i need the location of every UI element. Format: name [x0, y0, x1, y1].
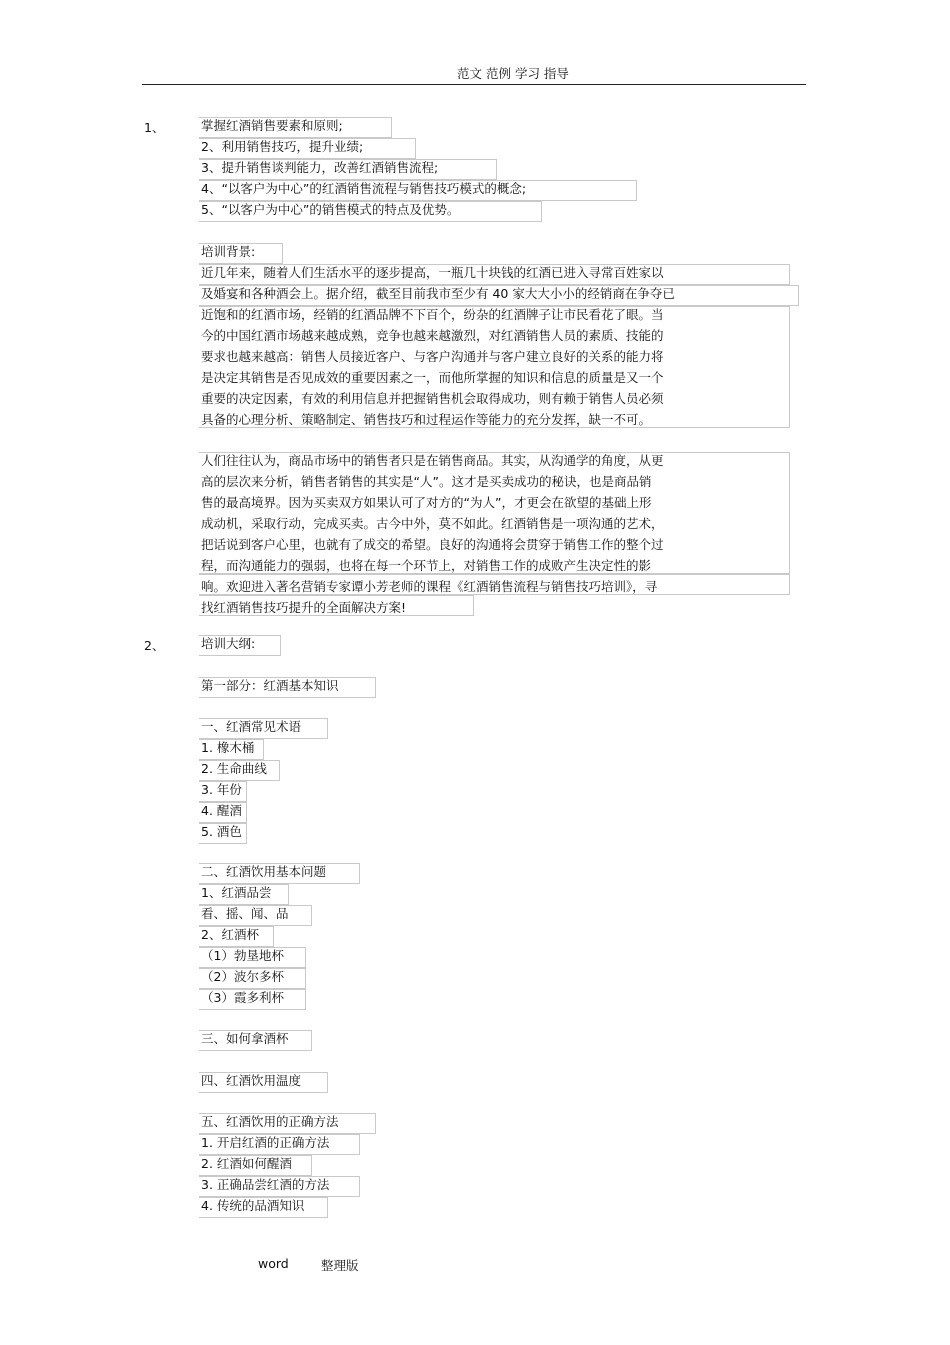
text-frame	[199, 677, 376, 698]
goal-item: 掌握红酒销售要素和原则;	[201, 118, 343, 133]
text-frame	[199, 1134, 360, 1155]
text-frame	[199, 285, 799, 306]
text-frame	[199, 1197, 328, 1218]
text-frame	[199, 1155, 312, 1176]
paragraph-line: 程，而沟通能力的强弱，也将在每一个环节上，对销售工作的成败产生决定性的影	[201, 558, 652, 573]
background-title: 培训背景:	[201, 244, 256, 259]
text-frame	[199, 595, 474, 616]
list-item: （3）霞多利杯	[201, 990, 284, 1005]
text-frame	[199, 863, 360, 884]
list-item: 2. 生命曲线	[201, 761, 267, 776]
chapter2-title: 二、红酒饮用基本问题	[201, 864, 327, 879]
text-frame	[199, 1072, 328, 1093]
paragraph-line: 近饱和的红酒市场，经销的红酒品牌不下百个，纷杂的红酒牌子让市民看花了眼。当	[201, 307, 664, 322]
page-header-title: 范文 范例 学习 指导	[457, 66, 569, 81]
paragraph-line: 要求也越来越高：销售人员接近客户、与客户沟通并与客户建立良好的关系的能力将	[201, 349, 664, 364]
list-item: 4. 传统的品酒知识	[201, 1198, 305, 1213]
text-frame	[199, 1176, 360, 1197]
text-frame	[199, 884, 289, 905]
text-frame	[199, 926, 274, 947]
paragraph-line: 把话说到客户心里，也就有了成交的希望。良好的沟通将会贯穿于销售工作的整个过	[201, 537, 664, 552]
list-item: 看、摇、闻、品	[201, 906, 289, 921]
text-frame	[199, 1030, 312, 1051]
text-frame	[199, 243, 283, 264]
text-frame	[199, 306, 790, 428]
text-frame	[199, 802, 247, 823]
list-item: 3. 正确品尝红酒的方法	[201, 1177, 330, 1192]
list-item: 2. 红酒如何醒酒	[201, 1156, 292, 1171]
text-frame	[199, 452, 790, 574]
header-rule	[142, 84, 806, 85]
footer-word: word	[258, 1256, 289, 1271]
text-frame	[199, 947, 306, 968]
section-number-2: 2、	[144, 638, 165, 653]
chapter4-title: 四、红酒饮用温度	[201, 1073, 302, 1088]
outline-title: 培训大纲:	[201, 636, 256, 651]
footer-label: 整理版	[321, 1258, 359, 1273]
list-item: 3. 年份	[201, 782, 242, 797]
text-frame	[199, 201, 542, 222]
text-frame	[199, 968, 306, 989]
goal-item: 3、提升销售谈判能力，改善红酒销售流程;	[201, 160, 439, 175]
text-frame	[199, 781, 247, 802]
chapter5-title: 五、红酒饮用的正确方法	[201, 1114, 339, 1129]
text-frame	[199, 739, 264, 760]
goal-item: 2、利用销售技巧，提升业绩;	[201, 139, 364, 154]
list-item: 1. 橡木桶	[201, 740, 255, 755]
chapter1-title: 一、红酒常见术语	[201, 719, 302, 734]
paragraph-line: 人们往往认为，商品市场中的销售者只是在销售商品。其实，从沟通学的角度，从更	[201, 453, 664, 468]
paragraph-line: 重要的决定因素，有效的利用信息并把握销售机会取得成功，则有赖于销售人员必须	[201, 391, 664, 406]
section-number-1: 1、	[144, 120, 165, 135]
text-frame	[199, 760, 280, 781]
text-frame	[199, 159, 497, 180]
paragraph-line: 是决定其销售是否见成效的重要因素之一，而他所掌握的知识和信息的质量是又一个	[201, 370, 664, 385]
list-item: 5. 酒色	[201, 824, 242, 839]
paragraph-line: 成动机，采取行动，完成买卖。古今中外，莫不如此。红酒销售是一项沟通的艺术，	[201, 516, 664, 531]
text-frame	[199, 718, 328, 739]
paragraph-line: 响。欢迎进入著名营销专家谭小芳老师的课程《红酒销售流程与销售技巧培训》，寻	[201, 579, 658, 594]
paragraph-line: 售的最高境界。因为买卖双方如果认可了对方的“为人”，才更会在欲望的基础上形	[201, 495, 652, 510]
paragraph-line: 找红酒销售技巧提升的全面解决方案!	[201, 600, 407, 615]
text-frame	[199, 823, 247, 844]
paragraph-line: 及婚宴和各种酒会上。据介绍，截至目前我市至少有 40 家大大小小的经销商在争夺已	[201, 286, 675, 301]
text-frame	[199, 635, 281, 656]
chapter3-title: 三、如何拿酒杯	[201, 1031, 289, 1046]
list-item: 4. 醒酒	[201, 803, 242, 818]
goal-item: 5、“以客户为中心”的销售模式的特点及优势。	[201, 202, 460, 217]
list-item: （2）波尔多杯	[201, 969, 284, 984]
paragraph-line: 高的层次来分析，销售者销售的其实是“人”。这才是买卖成功的秘诀，也是商品销	[201, 474, 652, 489]
text-frame	[199, 1113, 376, 1134]
text-frame	[199, 905, 312, 926]
text-frame	[199, 117, 392, 138]
list-item: 1、红酒品尝	[201, 885, 272, 900]
list-item: （1）勃垦地杯	[201, 948, 284, 963]
text-frame	[199, 180, 637, 201]
text-frame	[199, 574, 790, 595]
list-item: 2、红酒杯	[201, 927, 259, 942]
paragraph-line: 近几年来，随着人们生活水平的逐步提高，一瓶几十块钱的红酒已进入寻常百姓家以	[201, 265, 664, 280]
list-item: 1. 开启红酒的正确方法	[201, 1135, 330, 1150]
text-frame	[199, 138, 416, 159]
paragraph-line: 今的中国红酒市场越来越成熟，竞争也越来越激烈，对红酒销售人员的素质、技能的	[201, 328, 664, 343]
paragraph-line: 具备的心理分析、策略制定、销售技巧和过程运作等能力的充分发挥，缺一不可。	[201, 412, 652, 427]
goal-item: 4、“以客户为中心”的红酒销售流程与销售技巧模式的概念;	[201, 181, 527, 196]
text-frame	[199, 264, 790, 285]
text-frame	[199, 989, 306, 1010]
part1-title: 第一部分：红酒基本知识	[201, 678, 339, 693]
